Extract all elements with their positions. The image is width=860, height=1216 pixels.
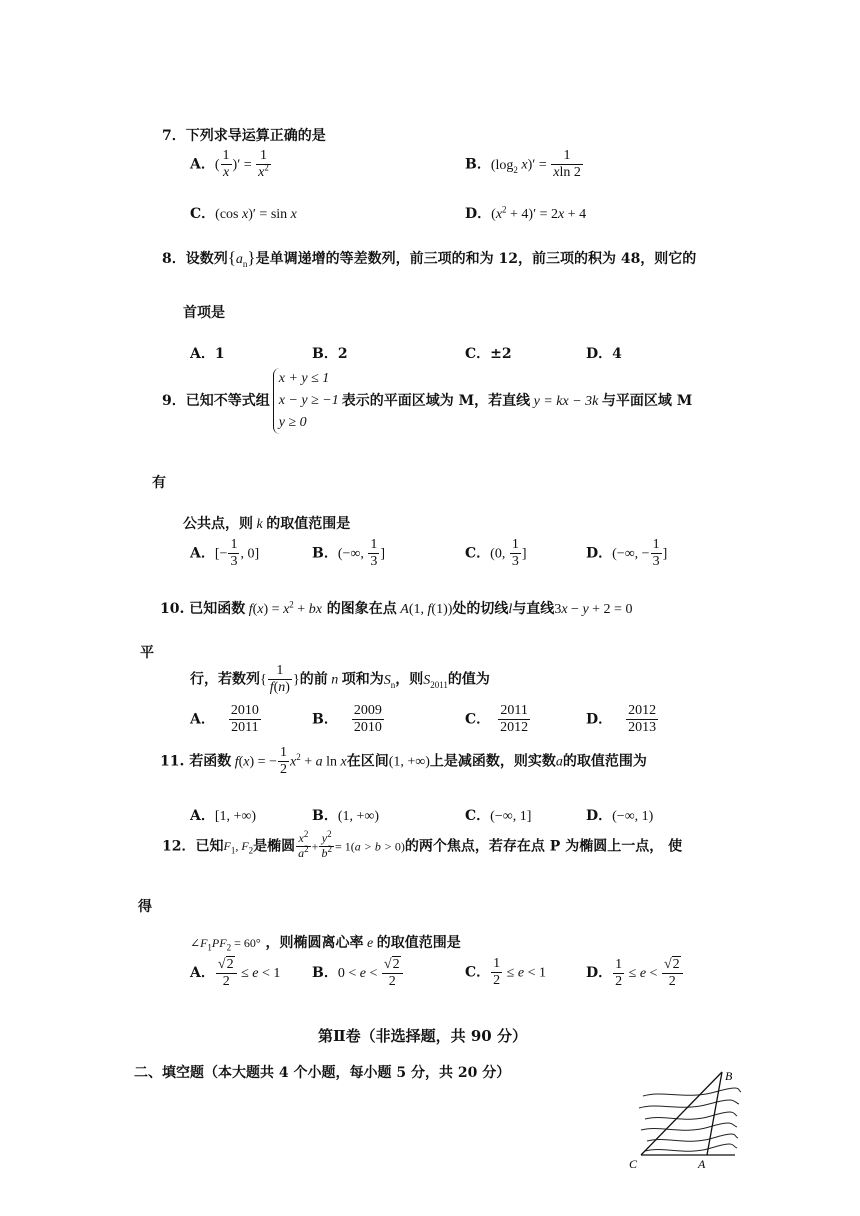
q10-wrap-char: 平 — [140, 645, 154, 661]
q12-stem: 12．已知$F_1$, $F_2$是椭圆 $\frac{x^2}{a^2}$ + $\frac{y^2}{b^2}$ = 1(a > b > 0)的两个焦点，若存在点 P 为椭圆上一点， 使 — [162, 829, 683, 860]
q7-option-b: B．($\log_2$ x)′ = $\frac{1}{xln 2}$ — [465, 148, 581, 181]
q12-wrap-char: 得 — [138, 899, 152, 915]
q8-option-b: B．2 — [312, 346, 348, 362]
q8-stem: 8．设数列$\{a_n\}$是单调递增的等差数列，前三项的和为 12，前三项的积为 48，则它的 — [162, 248, 697, 269]
section-title: 第Ⅱ卷（非选择题，共 90 分） — [318, 1027, 527, 1045]
q11-option-a: A．[1, +∞) — [190, 808, 257, 824]
q9-option-a: A．[− $\frac{1}{3}$ , 0] — [190, 537, 260, 570]
q9-inequality-system: x + y ≤ 1 x − y ≥ −1 y ≥ 0 — [273, 368, 339, 434]
q9-option-b: B．(−∞, $\frac{1}{3}$ ] — [312, 537, 386, 570]
q11-option-b: B．(1, +∞) — [312, 808, 380, 824]
fill-in-heading: 二、填空题（本大题共 4 个小题，每小题 5 分，共 20 分） — [134, 1065, 511, 1081]
q10-option-a: A． $\frac{2010}{2011}$ — [190, 703, 259, 736]
q10-option-c: C． $\frac{2011}{2012}$ — [465, 703, 529, 736]
figure-label-b: B — [725, 1069, 733, 1083]
q8-stem-line2: 首项是 — [183, 305, 225, 321]
q7-option-d: D．$(x^2 + 4)' = 2x + 4$ — [465, 204, 587, 222]
q10-stem-line2: 行，若数列{ $\frac{1}{f(n)}$ }的前 n 项和为$S_n$，则$S_{2011}$的值为 — [190, 663, 490, 696]
q8-option-a: A．1 — [190, 346, 225, 362]
q9-stem: 9．已知不等式组 x + y ≤ 1 x − y ≥ −1 y ≥ 0 表示的平面区域为 M，若直线 y = kx − 3k 与平面区域 M — [162, 368, 692, 434]
q8-option-d: D．4 — [586, 346, 622, 362]
q12-option-d: D． $\frac{1}{2}$ ≤ e < $\frac{√2}{2}$ — [586, 956, 684, 990]
q11-option-d: D．(−∞, 1) — [586, 808, 654, 824]
q10-stem: 10. 已知函数 $f(x) = x^2$ + bx 的图象在点 A(1, f(1))处的切线l与直线3x − y + 2 = 0 — [160, 599, 633, 617]
q12-stem-line2: $\angle F_1PF_2 = 60^\circ$ ，则椭圆离心率 e 的取值范围是 — [190, 935, 461, 953]
figure-label-a: A — [698, 1157, 706, 1171]
q7-stem: 7．下列求导运算正确的是 — [162, 128, 326, 144]
q12-option-b: B．0 < e < $\frac{√2}{2}$ — [312, 956, 404, 990]
q7-option-c: C．(cos x)′ = sin x — [190, 206, 297, 222]
q10-option-b: B． $\frac{2009}{2010}$ — [312, 703, 382, 736]
q8-option-c: C．±2 — [465, 346, 512, 362]
q9-stem-line2: 公共点，则 k 的取值范围是 — [183, 516, 351, 532]
figure-label-c: C — [629, 1157, 638, 1171]
q10-option-d: D． $\frac{2012}{2013}$ — [586, 703, 657, 736]
q9-option-d: D．(−∞, − $\frac{1}{3}$ ] — [586, 537, 668, 570]
q12-option-c: C． $\frac{1}{2}$ ≤ e < 1 — [465, 956, 546, 989]
q9-wrap-char: 有 — [152, 475, 166, 491]
q11-option-c: C．(−∞, 1] — [465, 808, 532, 824]
q11-stem: 11. 若函数 f(x) = − $\frac{1}{2}$ $x^2 + a$ ln x在区间(1, +∞)上是减函数，则实数a的取值范围为 — [160, 745, 647, 778]
river-triangle-figure — [625, 1064, 750, 1174]
q7-option-a: A．( $\frac{1}{x}$ )′ = $\frac{1}{x^2}$ — [190, 148, 269, 181]
q9-option-c: C．(0, $\frac{1}{3}$ ] — [465, 537, 527, 570]
q12-option-a: A． $\frac{√2}{2}$ ≤ e < 1 — [190, 957, 281, 990]
